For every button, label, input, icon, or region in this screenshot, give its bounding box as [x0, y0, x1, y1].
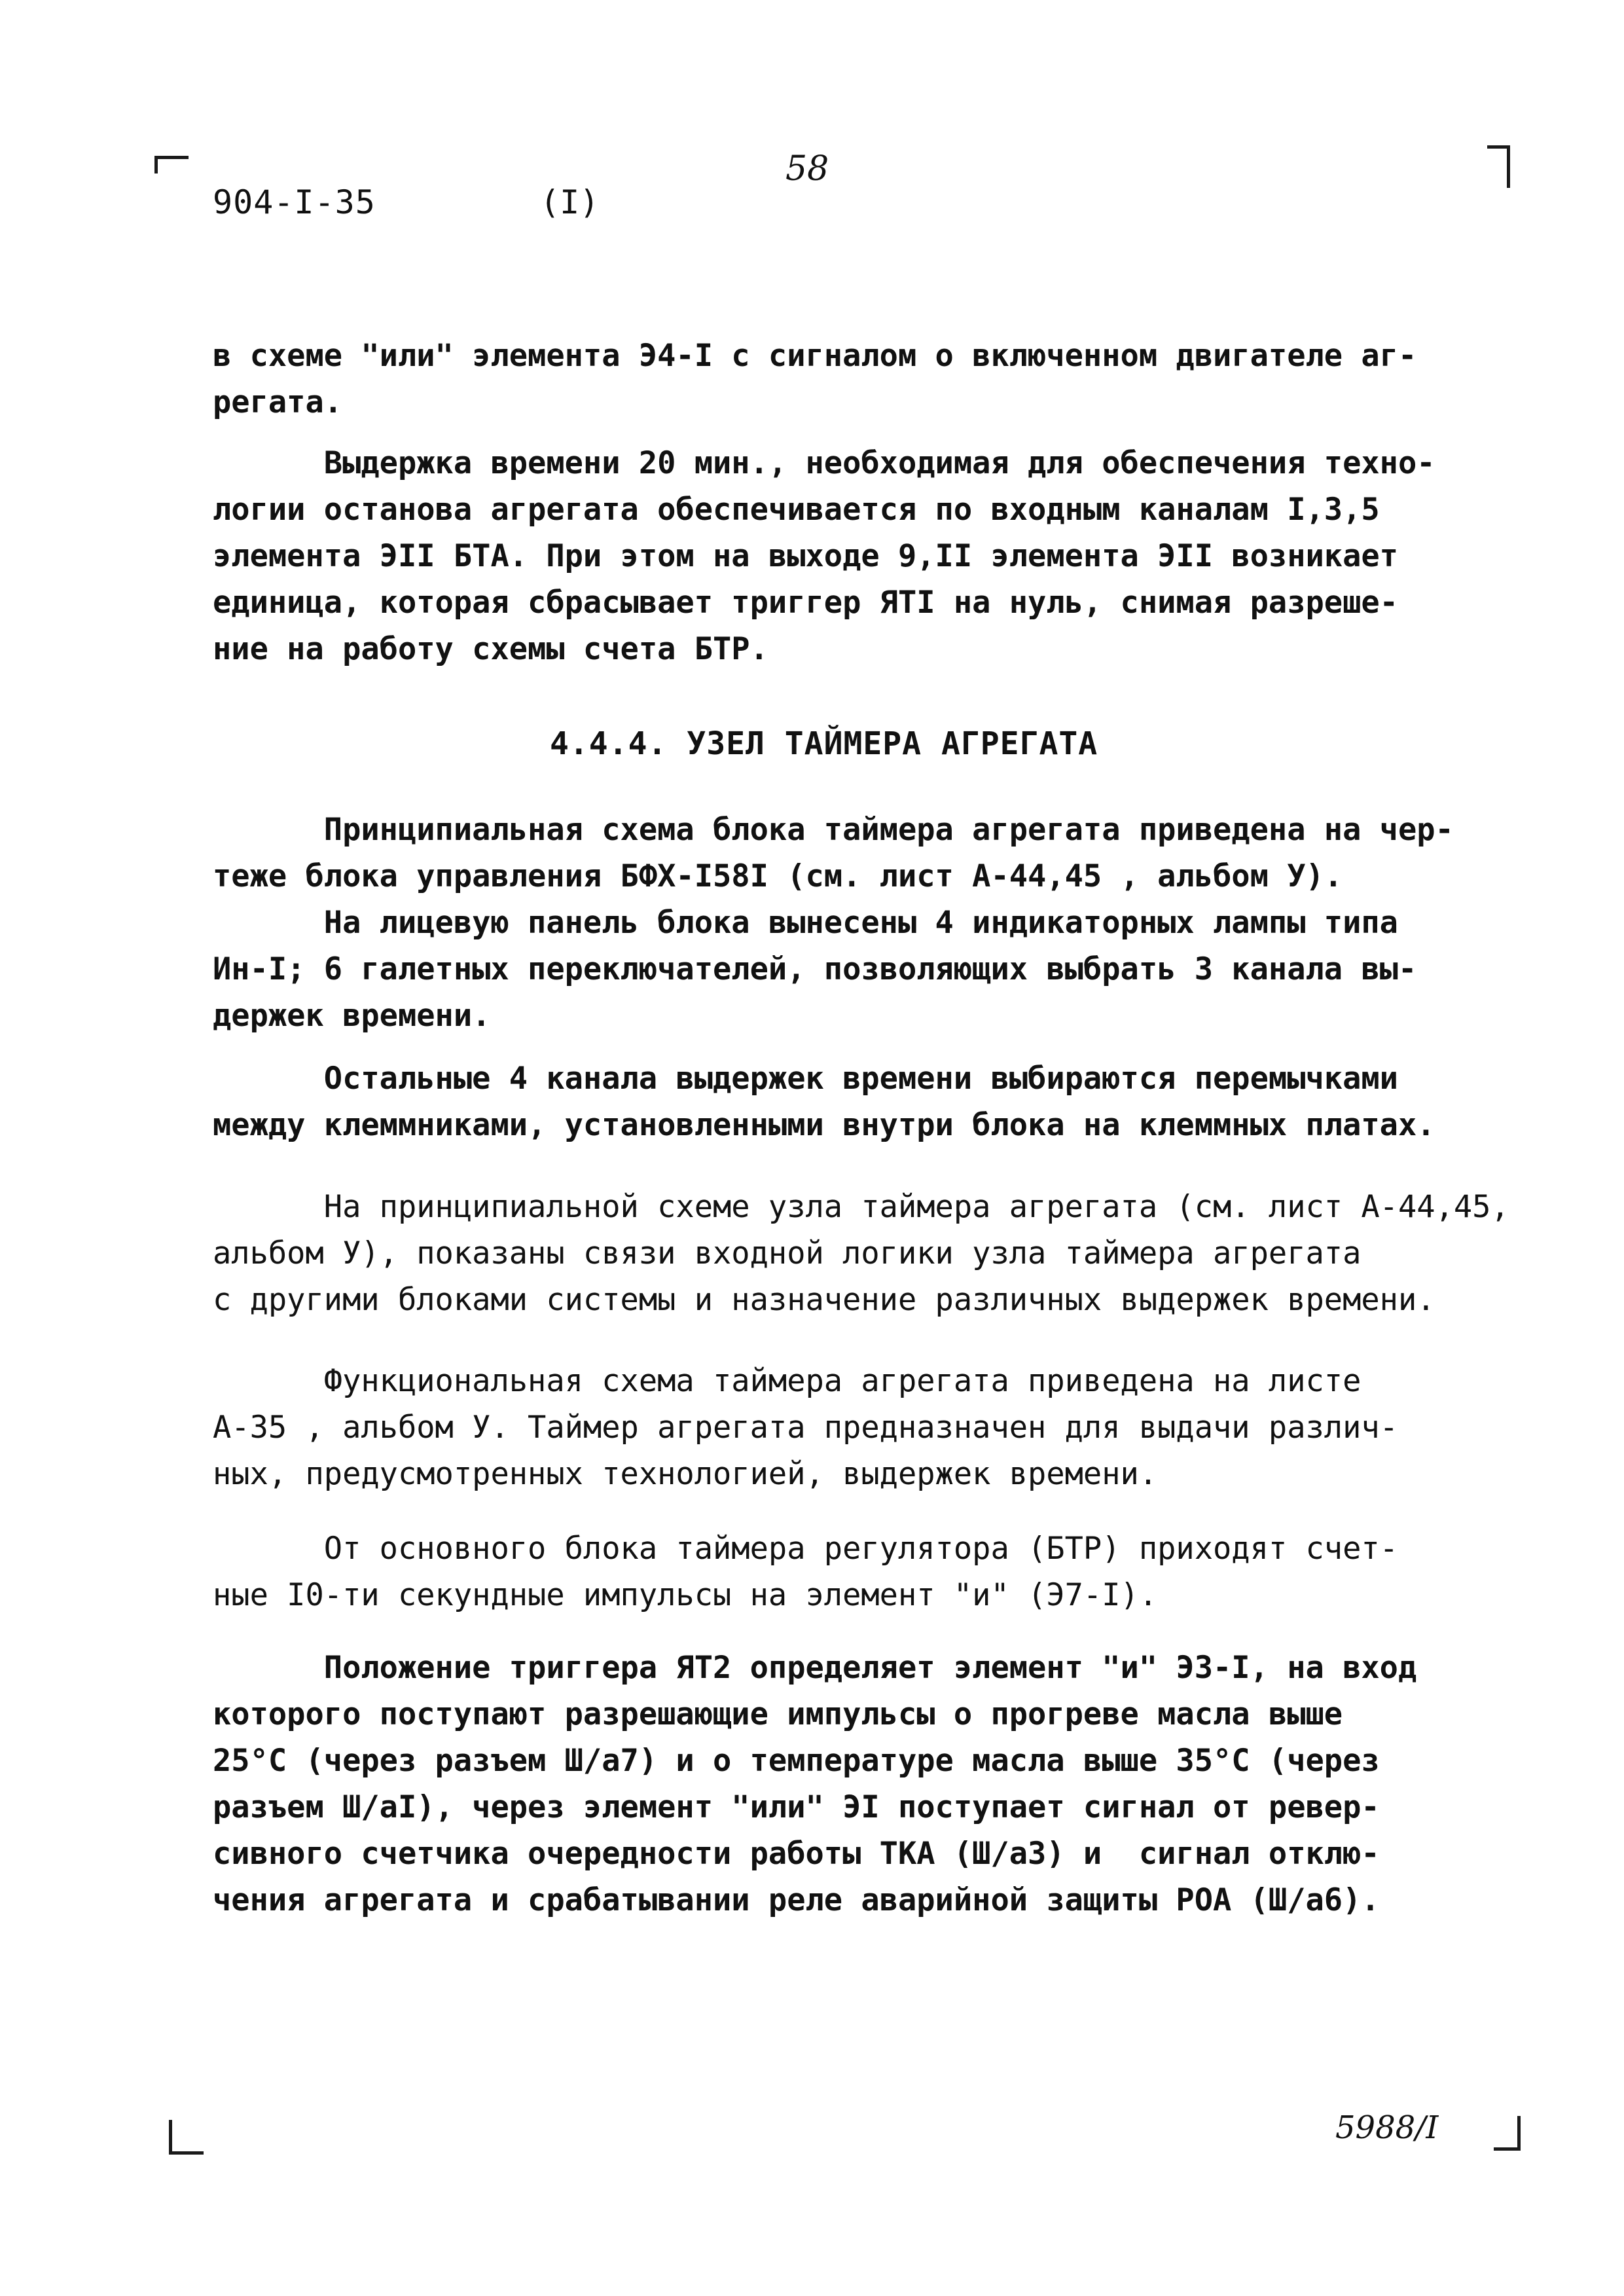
document-code: 904-I-35	[213, 183, 376, 221]
sheet-reference: (I)	[540, 183, 600, 221]
corner-mark-bottom-left	[169, 2120, 204, 2155]
paragraph-functional-scheme: Функциональная схема таймера агрегата приведена на листе А-35 , альбом У. Таймер агрегата предназначен для выдачи различ- ных, предусмотренных технологией, выдержек времени.	[213, 1363, 1398, 1492]
page-number: 58	[785, 149, 829, 189]
corner-mark-top-left	[154, 156, 189, 179]
paragraph-timer-node-scheme: На принципиальной схеме узла таймера агрегата (см. лист А-44,45, альбом У), показаны связи входной логики узла таймера агрегата с другими блоками системы и назначение различных выдержек времени.	[213, 1189, 1509, 1318]
corner-mark-top-right	[1487, 145, 1510, 188]
paragraph-continuation: в схеме "или" элемента Э4-I с сигналом о включенном двигателе аг- регата.	[213, 338, 1417, 420]
paragraph-principal-scheme: Принципиальная схема блока таймера агрегата приведена на чер- теже блока управления БФХ-I58I (см. лист А-44,45 , альбом У).	[213, 812, 1454, 894]
paragraph-front-panel: На лицевую панель блока вынесены 4 индикаторных лампы типа Ин-I; 6 галетных переключателей, позволяющих выбрать 3 канала вы- держек времени.	[213, 905, 1417, 1034]
paragraph-delay-time: Выдержка времени 20 мин., необходимая для обеспечения техно- логии останова агрегата обеспечивается по входным каналам I,3,5 элемента ЭII БТА. При этом на выходе 9,II элемента ЭII возникает единица, которая сбрасывает триггер ЯТI на нуль, снимая разреше- ние на работу схемы счета БТР.	[213, 445, 1435, 667]
footer-number: 5988/I	[1335, 2109, 1439, 2146]
corner-mark-bottom-right	[1494, 2116, 1521, 2151]
paragraph-trigger-position: Положение триггера ЯТ2 определяет элемент "и" Э3-I, на вход которого поступают разрешающие импульсы о прогреве масла выше 25°С (через разъем Ш/а7) и о температуре масла выше 35°С (через разъем Ш/аI), через элемент "или" ЭI поступает сигнал от ревер- сивного счетчика очередности работы ТКА (Ш/а3) и сигнал отклю- чения агрегата и срабатывании реле аварийной защиты РОА (Ш/а6).	[213, 1650, 1417, 1918]
paragraph-btr-pulses: От основного блока таймера регулятора (БТР) приходят счет- ные I0-ти секундные импульсы на элемент "и" (Э7-I).	[213, 1531, 1398, 1613]
section-heading: 4.4.4. УЗЕЛ ТАЙМЕРА АГРЕГАТА	[550, 725, 1098, 762]
paragraph-other-channels: Остальные 4 канала выдержек времени выбираются перемычками между клеммниками, установленными внутри блока на клеммных платах.	[213, 1061, 1435, 1143]
